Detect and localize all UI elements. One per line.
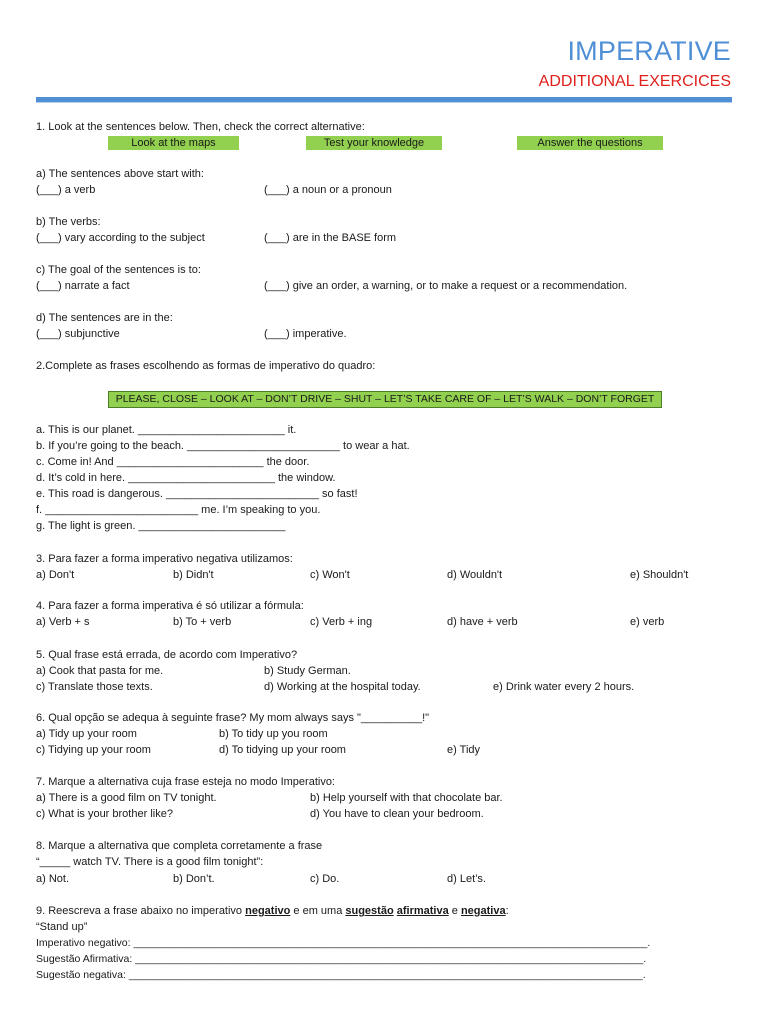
q3-option-e: e) Shouldn't (630, 569, 689, 581)
q7-option-a: a) There is a good film on TV tonight. (36, 792, 217, 804)
page-subtitle: ADDITIONAL EXERCICES (538, 73, 731, 90)
q9-answer-line-imperativo-negativo: Imperativo negativo: ________________________________________________________________________________________. (36, 937, 651, 949)
tag-answer-the-questions: Answer the questions (517, 136, 663, 150)
q1a-option-2: (___) a noun or a pronoun (264, 184, 392, 196)
q4-option-c: c) Verb + ing (310, 616, 373, 628)
q1d-option-1: (___) subjunctive (36, 328, 120, 340)
q9-answer-line-sugestao-afirmativa: Sugestão Afirmativa: _______________________________________________________________________________________. (36, 953, 647, 965)
q2-item-d: d. It’s cold in here. ________________________ the window. (36, 472, 336, 484)
q9-keyword-negativa: negativa (460, 905, 506, 917)
q1d-option-2: (___) imperative. (264, 328, 347, 340)
q3-option-a: a) Don't (36, 569, 75, 581)
q5-option-a: a) Cook that pasta for me. (36, 665, 164, 677)
q4-option-e: e) verb (630, 616, 665, 628)
q1c-stem: c) The goal of the sentences is to: (36, 264, 201, 276)
q1c-option-2: (___) give an order, a warning, or to make a request or a recommendation. (264, 280, 628, 292)
q3-option-b: b) Didn't (173, 569, 214, 581)
q7-option-c: c) What is your brother like? (36, 808, 173, 820)
question-2-prompt: 2.Complete as frases escolhendo as formas de imperativo do quadro: (36, 360, 376, 372)
question-1-prompt: 1. Look at the sentences below. Then, check the correct alternative: (36, 121, 365, 133)
q8-option-a: a) Not. (36, 873, 70, 885)
q2-item-e: e. This road is dangerous. _________________________ so fast! (36, 488, 358, 500)
q3-option-d: d) Wouldn't (447, 569, 503, 581)
q9-answer-line-sugestao-negativa: Sugestão negativa: ________________________________________________________________________________________. (36, 969, 646, 981)
q2-item-g: g. The light is green. ________________________ (36, 520, 286, 532)
q9-prompt-text: e em uma (290, 905, 346, 917)
question-3-prompt: 3. Para fazer a forma imperativo negativa utilizamos: (36, 553, 293, 565)
q9-prompt-text: 9. Reescreva a frase abaixo no imperativo (36, 905, 246, 917)
tag-test-your-knowledge: Test your knowledge (306, 136, 442, 150)
q8-option-c: c) Do. (310, 873, 340, 885)
q2-item-f: f. _________________________ me. I’m speaking to you. (36, 504, 321, 516)
q4-option-b: b) To + verb (173, 616, 232, 628)
q5-option-b: b) Study German. (264, 665, 351, 677)
q7-option-d: d) You have to clean your bedroom. (310, 808, 484, 820)
question-9-prompt (36, 904, 509, 918)
page-title: IMPERATIVE (567, 36, 731, 66)
q8-option-d: d) Let’s. (447, 873, 486, 885)
q1b-option-1: (___) vary according to the subject (36, 232, 205, 244)
q8-option-b: b) Don’t. (173, 873, 215, 885)
question-8-prompt: 8. Marque a alternativa que completa corretamente a frase (36, 840, 323, 852)
q5-option-c: c) Translate those texts. (36, 681, 153, 693)
q9-prompt-text: : (505, 905, 509, 917)
q3-option-c: c) Won't (310, 569, 350, 581)
q9-phrase: “Stand up” (36, 921, 88, 933)
question-7-prompt: 7. Marque a alternativa cuja frase esteja no modo Imperativo: (36, 776, 335, 788)
q5-option-e: e) Drink water every 2 hours. (493, 681, 635, 693)
q9-keyword-sugestao: sugestão (345, 905, 394, 917)
q9-keyword-negativo: negativo (245, 905, 291, 917)
question-4-prompt: 4. Para fazer a forma imperativa é só utilizar a fórmula: (36, 600, 304, 612)
tag-look-at-the-maps: Look at the maps (108, 136, 239, 150)
q1b-stem: b) The verbs: (36, 216, 101, 228)
q2-item-c: c. Come in! And ________________________ the door. (36, 456, 310, 468)
header-rule-shadow (36, 102, 732, 103)
q9-prompt-text: e (448, 905, 461, 917)
q1a-stem: a) The sentences above start with: (36, 168, 204, 180)
question-6-prompt: 6. Qual opção se adequa à seguinte frase? My mom always says "__________!" (36, 712, 430, 724)
q2-item-a: a. This is our planet. ________________________ it. (36, 424, 297, 436)
q8-sentence: “_____ watch TV. There is a good film tonight”: (36, 856, 264, 868)
question-5-prompt: 5. Qual frase está errada, de acordo com Imperativo? (36, 649, 298, 661)
q2-item-b: b. If you’re going to the beach. _________________________ to wear a hat. (36, 440, 410, 452)
q6-option-b: b) To tidy up you room (219, 728, 328, 740)
q5-option-d: d) Working at the hospital today. (264, 681, 421, 693)
word-bank: PLEASE, CLOSE – LOOK AT – DON’T DRIVE – SHUT – LET’S TAKE CARE OF – LET’S WALK – DON’T FORGET (108, 391, 662, 408)
q1d-stem: d) The sentences are in the: (36, 312, 173, 324)
q4-option-d: d) have + verb (447, 616, 518, 628)
q1a-option-1: (___) a verb (36, 184, 96, 196)
q4-option-a: a) Verb + s (36, 616, 90, 628)
q6-option-e: e) Tidy (447, 744, 481, 756)
q6-option-a: a) Tidy up your room (36, 728, 137, 740)
q6-option-c: c) Tidying up your room (36, 744, 151, 756)
q1b-option-2: (___) are in the BASE form (264, 232, 397, 244)
q1c-option-1: (___) narrate a fact (36, 280, 130, 292)
q6-option-d: d) To tidying up your room (219, 744, 346, 756)
q7-option-b: b) Help yourself with that chocolate bar. (310, 792, 503, 804)
q9-keyword-afirmativa: afirmativa (396, 905, 449, 917)
